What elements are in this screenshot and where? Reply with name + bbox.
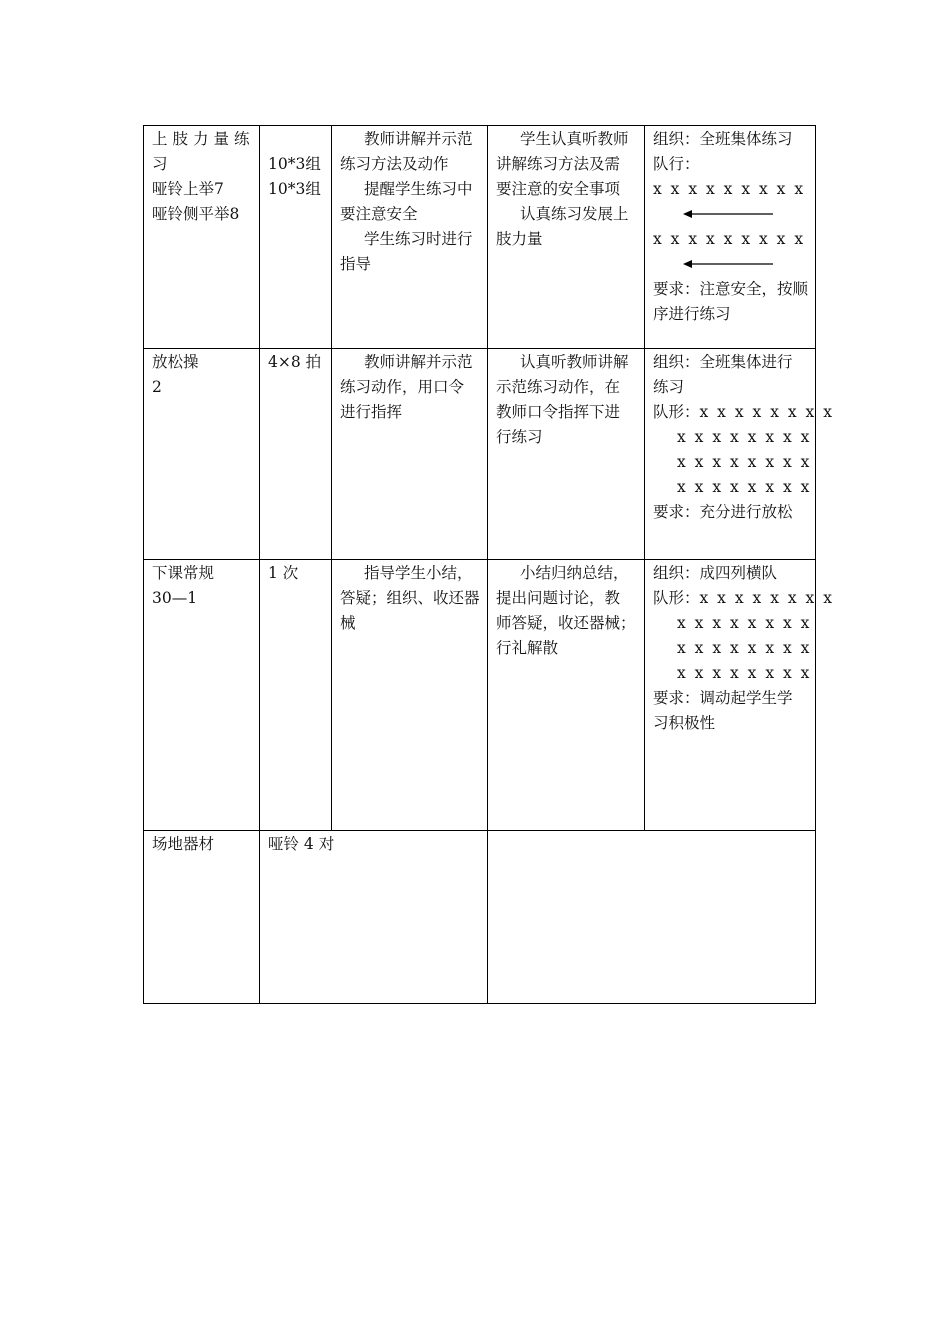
formation-row: x x x x x x x x x xyxy=(653,180,806,198)
amount-cell xyxy=(260,560,332,831)
equipment-row xyxy=(144,831,816,1004)
student-activity-cell xyxy=(488,560,645,831)
content-cell xyxy=(144,126,260,349)
organization-cell xyxy=(645,349,834,560)
formation-row: x x x x x x x x xyxy=(677,453,812,471)
student-text: 小结归纳总结， xyxy=(520,564,629,582)
student-text: 肢力量 xyxy=(496,230,543,248)
equipment-extra-cell xyxy=(488,831,816,1004)
formation-row: x x x x x x x x xyxy=(677,639,812,657)
student-text: 行礼解散 xyxy=(496,639,559,657)
student-text: 行练习 xyxy=(496,428,543,446)
student-text: 学生认真听教师 xyxy=(520,130,629,148)
teacher-text: 练习方法及动作 xyxy=(340,155,449,173)
content-text: 下课常规 xyxy=(152,564,215,582)
formation-row: x x x x x x x x x xyxy=(653,230,806,248)
content-text: 哑铃上举7 xyxy=(152,180,224,198)
teacher-activity-cell xyxy=(332,560,488,831)
formation-row: x x x x x x x x xyxy=(677,664,812,682)
content-text: 30—1 xyxy=(152,589,198,607)
formation-row: x x x x x x x x xyxy=(699,403,834,421)
student-text: 认真练习发展上 xyxy=(520,205,629,223)
teacher-activity-cell xyxy=(332,126,488,349)
left-arrow-icon xyxy=(653,202,807,227)
amount-text: 1 次 xyxy=(268,564,299,582)
table-row xyxy=(144,349,816,560)
formation-label: 队形： xyxy=(653,403,700,421)
student-text: 认真听教师讲解 xyxy=(520,353,629,371)
teacher-text: 械 xyxy=(340,614,356,632)
organization-cell xyxy=(645,560,834,831)
requirement-text: 要求：注意安全，按顺 xyxy=(653,280,809,298)
student-text: 师答疑，收还器械； xyxy=(496,614,636,632)
requirement-text: 习积极性 xyxy=(653,714,716,732)
content-cell xyxy=(144,349,260,560)
formation-row: x x x x x x x x xyxy=(677,614,812,632)
student-activity-cell xyxy=(488,126,645,349)
table-row xyxy=(144,126,816,349)
student-text: 教师口令指挥下进 xyxy=(496,403,621,421)
equipment-label-cell xyxy=(144,831,260,1004)
formation-row: x x x x x x x x xyxy=(677,478,812,496)
content-text: 放松操 xyxy=(152,353,199,371)
equipment-label: 场地器材 xyxy=(152,835,215,853)
requirement-text: 要求：调动起学生学 xyxy=(653,689,793,707)
teacher-text: 教师讲解并示范 xyxy=(364,353,473,371)
equipment-value: 哑铃 4 对 xyxy=(268,835,335,853)
amount-text: 4×8 拍 xyxy=(268,353,322,371)
teacher-text: 指导 xyxy=(340,255,372,273)
teacher-text: 进行指挥 xyxy=(340,403,403,421)
content-text: 2 xyxy=(152,378,162,396)
teacher-activity-cell xyxy=(332,349,488,560)
teacher-text: 要注意安全 xyxy=(340,205,418,223)
lesson-plan-table xyxy=(143,125,834,1004)
amount-text: 10*3组 xyxy=(268,155,321,173)
amount-text: 10*3组 xyxy=(268,180,321,198)
organization-cell xyxy=(645,126,816,349)
content-text: 哑铃侧平举8 xyxy=(152,205,240,223)
amount-cell xyxy=(260,126,332,349)
table-row xyxy=(144,560,816,831)
content-text: 习 xyxy=(152,155,168,173)
formation-row: x x x x x x x x xyxy=(699,589,834,607)
amount-cell xyxy=(260,349,332,560)
org-text: 组织：成四列横队 xyxy=(653,564,778,582)
requirement-text: 序进行练习 xyxy=(653,305,731,323)
student-text: 讲解练习方法及需 xyxy=(496,155,621,173)
teacher-text: 指导学生小结， xyxy=(364,564,473,582)
org-text: 练习 xyxy=(653,378,685,396)
content-text: 上肢力量练 xyxy=(152,130,255,148)
student-text: 示范练习动作，在 xyxy=(496,378,621,396)
teacher-text: 练习动作，用口令 xyxy=(340,378,465,396)
formation-label: 队形： xyxy=(653,589,700,607)
org-text: 组织：全班集体练习 xyxy=(653,130,793,148)
formation-row: x x x x x x x x xyxy=(677,428,812,446)
teacher-text: 学生练习时进行 xyxy=(364,230,473,248)
student-text: 提出问题讨论，教 xyxy=(496,589,621,607)
student-activity-cell xyxy=(488,349,645,560)
requirement-text: 要求：充分进行放松 xyxy=(653,503,793,521)
formation-label: 队行： xyxy=(653,155,700,173)
org-text: 组织：全班集体进行 xyxy=(653,353,793,371)
left-arrow-icon xyxy=(653,252,807,277)
teacher-text: 提醒学生练习中 xyxy=(364,180,473,198)
teacher-text: 教师讲解并示范 xyxy=(364,130,473,148)
equipment-value-cell xyxy=(260,831,488,1004)
student-text: 要注意的安全事项 xyxy=(496,180,621,198)
content-cell xyxy=(144,560,260,831)
teacher-text: 答疑；组织、收还器 xyxy=(340,589,480,607)
